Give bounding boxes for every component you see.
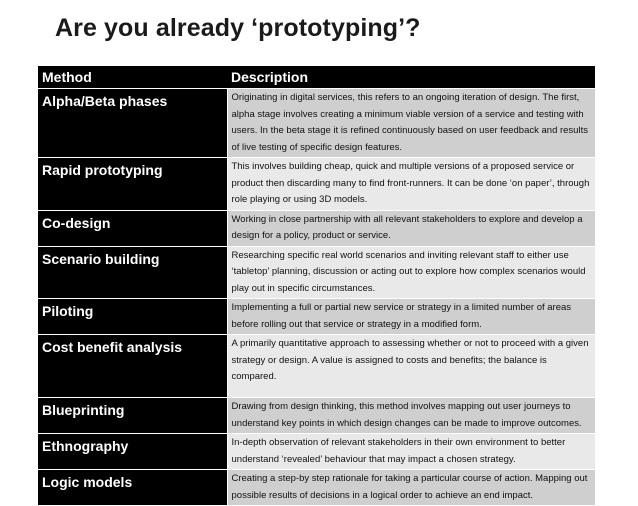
method-cell: Co-design (38, 210, 227, 246)
table-row (38, 210, 595, 246)
table-row (38, 299, 595, 335)
method-cell: Rapid prototyping (38, 158, 227, 211)
description-cell: A primarily quantitative approach to assessing whether or not to proceed with a given strategy or design. A value is assigned to costs and benefits; the balance is compared. (227, 335, 595, 398)
method-cell: Alpha/Beta phases (38, 89, 227, 158)
method-cell: Cost benefit analysis (38, 335, 227, 398)
table-row (38, 89, 595, 158)
description-cell: In-depth observation of relevant stakeholders in their own environment to better understand ‘revealed’ behaviour that may impact a chosen strategy. (227, 434, 595, 470)
table-row (38, 470, 595, 506)
method-cell: Logic models (38, 470, 227, 506)
method-cell: Blueprinting (38, 398, 227, 434)
method-cell: Ethnography (38, 434, 227, 470)
table-row (38, 246, 595, 299)
methods-table (38, 66, 595, 506)
description-cell: Drawing from design thinking, this method involves mapping out user journeys to understand key points in which design changes can be made to improve outcomes. (227, 398, 595, 434)
slide-title: Are you already ‘prototyping’? (55, 14, 421, 42)
description-cell: Researching specific real world scenarios and inviting relevant staff to either use ‘tabletop’ planning, discussion or acting out to explore how complex scenarios would play out in specific circumstances. (227, 246, 595, 299)
table-row (38, 158, 595, 211)
description-cell: Working in close partnership with all relevant stakeholders to explore and develop a design for a policy, product or service. (227, 210, 595, 246)
method-cell: Scenario building (38, 246, 227, 299)
header-description: Description (227, 66, 595, 89)
description-cell: Originating in digital services, this refers to an ongoing iteration of design. The first, alpha stage involves creating a minimum viable version of a service and testing with users. In the beta stage it is refined continuously based on user feedback and results of live testing of specific design features. (227, 89, 595, 158)
table-row (38, 335, 595, 398)
method-cell: Piloting (38, 299, 227, 335)
description-cell: Creating a step-by step rationale for taking a particular course of action. Mapping out possible results of decisions in a logical order to achieve an end impact. (227, 470, 595, 506)
description-cell: Implementing a full or partial new service or strategy in a limited number of areas before rolling out that service or strategy in a modified form. (227, 299, 595, 335)
table-row (38, 398, 595, 434)
description-cell: This involves building cheap, quick and multiple versions of a proposed service or product then discarding many to find front-runners. It can be done ‘on paper’, through role playing or using 3D models. (227, 158, 595, 211)
header-method: Method (38, 66, 227, 89)
table-header-row (38, 66, 595, 89)
table-row (38, 434, 595, 470)
